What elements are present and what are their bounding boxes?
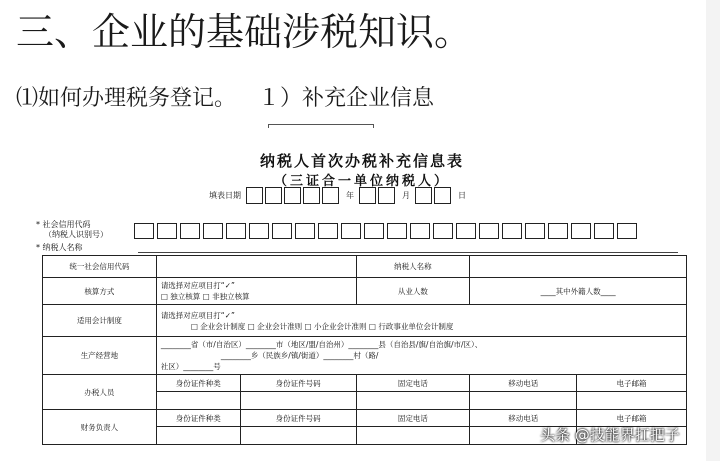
taxpayer-name-cell: 纳税人名称: [356, 256, 470, 278]
form-image: [26, 140, 698, 461]
finance-head-cell: 财务负责人: [43, 410, 157, 445]
business-address-cell: 生产经营地: [43, 337, 157, 375]
digit-box: [246, 187, 263, 204]
digit-box: [226, 223, 246, 239]
digit-box: [479, 223, 499, 239]
date-label: 填表日期: [209, 190, 241, 200]
mobile-header: 移动电话: [470, 410, 577, 427]
digit-box: [378, 187, 395, 204]
digit-box: [387, 223, 407, 239]
month-label: 月: [402, 190, 410, 200]
form-title: 纳税人首次办税补充信息表: [259, 152, 464, 170]
slide-accent-bar: [706, 0, 720, 461]
section-heading: ⑴如何办理税务登记。: [16, 86, 237, 111]
credit-code-boxes: [134, 223, 640, 239]
digit-box: [571, 223, 591, 239]
digit-box: [434, 187, 451, 204]
table-row: [43, 305, 687, 337]
table-row: [43, 256, 687, 278]
phone-header: 固定电话: [356, 375, 470, 392]
digit-box: [157, 223, 177, 239]
email-header: 电子邮箱: [577, 410, 687, 427]
mobile-header: 移动电话: [470, 375, 577, 392]
taxpayer-name-value: [470, 256, 687, 278]
foreign-count-cell: ____其中外籍人数____: [470, 278, 687, 305]
credit-code-value: [156, 256, 356, 278]
taxpayer-name-label: * 纳税人名称: [36, 243, 83, 252]
email-header: 电子邮箱: [577, 375, 687, 392]
digit-box: [410, 223, 430, 239]
accounting-system-cell: 适用会计制度: [43, 305, 157, 337]
digit-box: [272, 223, 292, 239]
day-label: 日: [458, 190, 466, 200]
step-heading: １）补充企业信息: [258, 86, 435, 111]
digit-box: [303, 187, 320, 204]
digit-box: [364, 223, 384, 239]
digit-box: [203, 223, 223, 239]
accounting-system-options: 请选择对应项目打“✓” □ 企业会计制度 □ 企业会计准则 □ 小企业会计准则 □ 行政事业单位会计制度: [156, 305, 686, 337]
digit-box: [180, 223, 200, 239]
id-number-header: 身份证件号码: [240, 375, 356, 392]
digit-box: [433, 223, 453, 239]
slide-title: 三、企业的基础涉税知识。: [16, 10, 473, 54]
watermark: 头条 @技能界扛把子: [540, 426, 680, 444]
digit-box: [525, 223, 545, 239]
accounting-method-options: 请选择对应项目打“✓” □ 独立核算 □ 非独立核算: [156, 278, 356, 305]
tax-staff-cell: 办税人员: [43, 375, 157, 410]
digit-box: [341, 223, 361, 239]
business-address-value: ________省（市/自治区）________市（地区/盟/自治州）________县（自治县/旗/自治旗/市/区）、 ________乡（民族乡/镇/街道）________村（路/ 社区）________号: [156, 337, 686, 375]
digit-box: [359, 187, 376, 204]
fill-date-row: [204, 186, 471, 204]
id-number-header: 身份证件号码: [240, 410, 356, 427]
digit-box: [548, 223, 568, 239]
digit-box: [284, 187, 301, 204]
table-row: [43, 375, 687, 392]
table-row: [43, 278, 687, 305]
year-label: 年: [346, 190, 354, 200]
digit-box: [265, 187, 282, 204]
digit-box: [502, 223, 522, 239]
slide-subtitle: [16, 84, 434, 114]
digit-box: [249, 223, 269, 239]
info-table: [42, 255, 687, 445]
phone-header: 固定电话: [356, 410, 470, 427]
id-type-header: 身份证件种类: [156, 375, 240, 392]
digit-box: [456, 223, 476, 239]
digit-box: [322, 187, 339, 204]
digit-box: [318, 223, 338, 239]
employee-count-cell: 从业人数: [356, 278, 470, 305]
id-type-header: 身份证件种类: [156, 410, 240, 427]
digit-box: [415, 187, 432, 204]
taxpayer-name-line: [138, 252, 678, 253]
form-subtitle: （三证合一单位纳税人）: [273, 174, 450, 189]
accounting-method-cell: 核算方式: [43, 278, 157, 305]
table-row: [43, 337, 687, 375]
bracket-mark: [268, 124, 374, 128]
digit-box: [617, 223, 637, 239]
digit-box: [594, 223, 614, 239]
credit-code-label: * 社会信用代码 （纳税人识别号）: [36, 220, 108, 239]
digit-box: [134, 223, 154, 239]
digit-box: [295, 223, 315, 239]
credit-code-cell: 统一社会信用代码: [43, 256, 157, 278]
